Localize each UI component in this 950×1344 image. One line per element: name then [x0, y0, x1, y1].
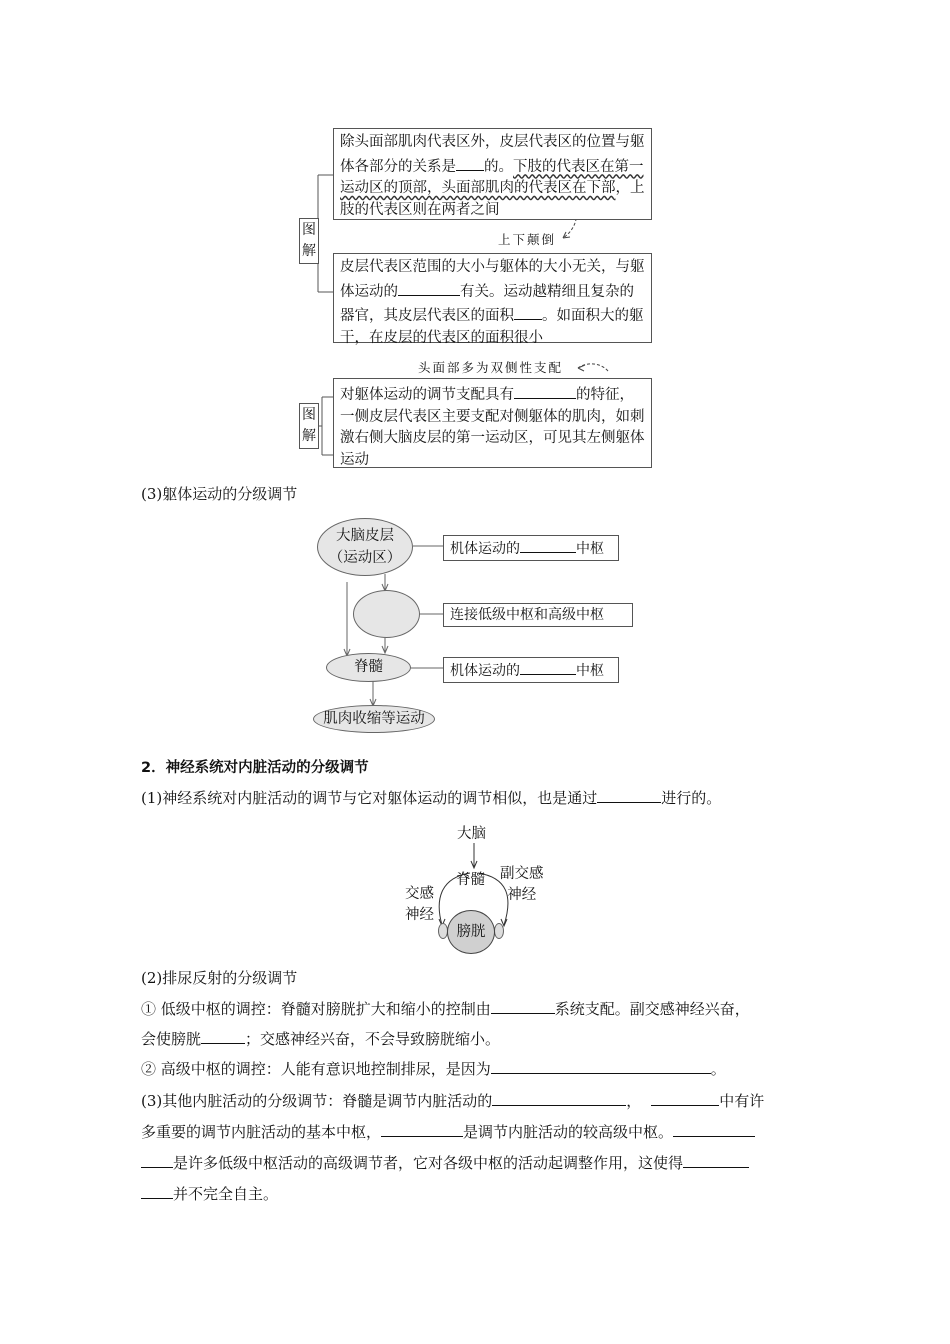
para3-4a: 并不完全自主。	[173, 1185, 279, 1203]
blank-para2-1[interactable]	[491, 997, 555, 1014]
para3-line3	[141, 1151, 749, 1175]
cortex-line2: （运动区）	[328, 550, 402, 566]
para-label	[500, 864, 544, 906]
para3-2a: 多重要的调节内脏活动的基本中枢，	[141, 1123, 382, 1141]
para3-line1	[141, 1089, 764, 1113]
bladder-spinal-label: 脊髓	[456, 872, 485, 888]
flow-box-bot-b: 中枢	[576, 663, 604, 679]
box1-text-c: ，上肢的代表区则在两者之间	[340, 180, 645, 218]
box2-text-c: 。如面积大的躯干，在皮层的代表区的面积很小	[340, 308, 644, 346]
para2-1a: ① 低级中枢的调控：脊髓对膀胱扩大和缩小的控制由	[141, 1000, 491, 1018]
box1-text-a: 除头面部肌肉代表区外，皮层代表区的位置与躯体各部分的关系是	[340, 134, 645, 175]
box3-text-a: 对躯体运动的调节支配具有	[340, 387, 514, 403]
section3-heading: (3)躯体运动的分级调节	[141, 485, 298, 503]
blank-para3-4[interactable]	[673, 1120, 755, 1137]
blank-para3-6[interactable]	[683, 1151, 749, 1168]
brainstem-node	[353, 590, 420, 638]
blank-flow-bot[interactable]	[520, 658, 576, 675]
box3-text-b: 的特征，一侧皮层代表区主要支配对侧躯体的肌肉，如刺激右侧大脑皮层的第一运动区，可见其左侧躯体运动	[340, 387, 645, 468]
blank-box2a[interactable]	[398, 279, 460, 296]
para2-line1	[141, 997, 750, 1021]
symp-label-1: 交感	[405, 886, 434, 902]
blank-box1[interactable]	[456, 154, 484, 171]
box1-wavy: 下肢的代表区在第一运动区的顶部，头面部肌肉的代表区在下部	[340, 158, 644, 196]
box2-text-b: 有关。运动越精细且复杂的器官，其皮层代表区的面积	[340, 283, 634, 324]
diagram1-note: 上下颠倒	[498, 232, 557, 247]
blank-flow-top[interactable]	[520, 536, 576, 553]
blank-para3-5[interactable]	[141, 1151, 173, 1168]
blank-para3-1[interactable]	[492, 1089, 626, 1106]
blank-para3-7[interactable]	[141, 1182, 173, 1199]
para2-1b: 系统支配。副交感神经兴奋，	[554, 1000, 750, 1018]
flow-box-bottom	[443, 657, 619, 683]
cortex-node	[317, 518, 413, 576]
diagram2-note: 头面部多为双侧性支配	[418, 360, 564, 375]
para2-line3	[141, 1057, 726, 1081]
para3-line2	[141, 1120, 755, 1144]
para2-3a: ② 高级中枢的调控：人能有意识地控制排尿，是因为	[141, 1060, 491, 1078]
para3-2b: 是调节内脏活动的较高级中枢。	[463, 1123, 674, 1141]
para2-line2	[141, 1027, 500, 1051]
para3-1b: ，	[626, 1092, 642, 1110]
ganglion-right	[494, 923, 504, 939]
muscle-node: 肌肉收缩等运动	[313, 705, 435, 733]
diagram1-box-top	[333, 128, 652, 220]
para2-3b: 。	[710, 1060, 726, 1078]
spinal-node: 脊髓	[326, 653, 411, 682]
flow-box-bot-a: 机体运动的	[450, 663, 520, 679]
para1-a: (1)神经系统对内脏活动的调节与它对躯体运动的调节相似，也是通过	[141, 789, 598, 807]
para-label-2: 神经	[507, 887, 537, 903]
flow-box-top-a: 机体运动的	[450, 541, 520, 557]
para2-heading: (2)排尿反射的分级调节	[141, 969, 298, 987]
flow-box-top	[443, 535, 619, 561]
symp-label-2: 神经	[405, 907, 434, 923]
blank-box3[interactable]	[514, 382, 576, 399]
section2-heading: 2．神经系统对内脏活动的分级调节	[141, 760, 369, 776]
diagram2-tag: 图解	[299, 403, 319, 449]
symp-label	[405, 884, 434, 926]
para3-line4	[141, 1182, 278, 1206]
bladder-node: 膀胱	[447, 910, 495, 954]
bladder-brain-label: 大脑	[457, 826, 486, 842]
para3-1a: (3)其他内脏活动的分级调节：脊髓是调节内脏活动的	[141, 1092, 493, 1110]
box2-text-a: 皮层代表区范围的大小与躯体的大小无关，与躯体运动的	[340, 259, 645, 300]
para1-b: 进行的。	[661, 789, 722, 807]
para1	[141, 786, 721, 810]
flow-box-mid: 连接低级中枢和高级中枢	[443, 603, 633, 627]
para3-1c: 中有许	[719, 1092, 765, 1110]
para2-2a: 会使膀胱	[141, 1030, 202, 1048]
para2-2b: ；交感神经兴奋，不会导致膀胱缩小。	[245, 1030, 501, 1048]
blank-para2-3[interactable]	[491, 1057, 711, 1074]
diagram2-box	[333, 378, 652, 468]
cortex-line1: 大脑皮层	[336, 528, 394, 544]
flow-box-top-b: 中枢	[576, 541, 604, 557]
blank-box2b[interactable]	[514, 303, 542, 320]
box1-text-b: 的。	[484, 158, 513, 175]
para3-3a: 是许多低级中枢活动的高级调节者，它对各级中枢的活动起调整作用，这使得	[173, 1154, 684, 1172]
diagram1-tag: 图解	[299, 218, 319, 264]
para-label-1: 副交感	[500, 866, 544, 882]
blank-para1[interactable]	[597, 786, 661, 803]
blank-para3-3[interactable]	[381, 1120, 463, 1137]
blank-para3-2[interactable]	[651, 1089, 719, 1106]
blank-para2-2[interactable]	[201, 1027, 245, 1044]
diagram1-box-bottom	[333, 253, 652, 346]
